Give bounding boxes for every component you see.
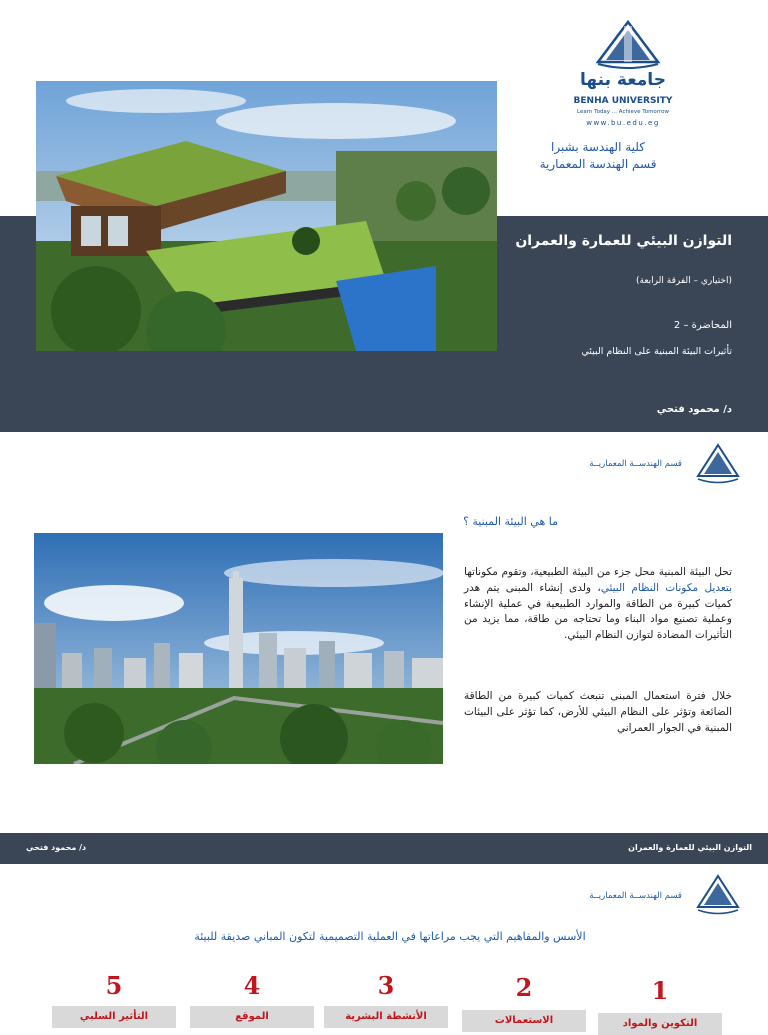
department-name: قسم الهندسة المعمارية — [539, 157, 657, 171]
principle-number: 4 — [243, 971, 261, 1000]
principle-item-3 — [324, 971, 448, 1028]
principle-number: 5 — [105, 971, 123, 1000]
paragraph-1-highlight: بتعديل مكونات النظام البيئي — [600, 581, 732, 594]
author-name: د/ محمود فتحي — [656, 404, 732, 415]
slide3-department-header: قسم الهندســة المعماريــة — [589, 891, 682, 901]
course-title: التوازن البيئي للعمارة والعمران — [515, 233, 732, 249]
department-logo — [692, 442, 744, 486]
principle-item-1 — [598, 976, 722, 1035]
slide2-department-header: قسم الهندســة المعماريــة — [589, 459, 682, 469]
course-subtitle: (اختياري – الفرقة الرابعة) — [635, 276, 732, 286]
principle-label: التأثير السلبي — [52, 1006, 176, 1028]
faculty-name: كلية الهندسة بشبرا — [551, 140, 645, 154]
principle-label: الأنشطة البشرية — [324, 1006, 448, 1028]
principle-item-2 — [462, 973, 586, 1032]
built-environment-paragraph-2: خلال فترة استعمال المبنى تنبعث كميات كبيرة من الطاقة الضائعة وتؤثر على النظام البيئي للأرض، كما تؤثر على البيئات المبنية في الجوار العمراني — [464, 690, 732, 734]
principles-title: الأسس والمفاهيم التي يجب مراعاتها في العملية التصميمية لتكون المباني صديقة للبيئة — [194, 930, 586, 943]
footer-author: د/ محمود فتحي — [26, 843, 87, 852]
principle-label: الاستعمالات — [462, 1010, 586, 1032]
lecture-number: المحاضرة – 2 — [673, 320, 732, 331]
university-name-arabic: جامعة بنها — [580, 70, 666, 90]
footer-course-title: التوازن البيئي للعمارة والعمران — [628, 843, 752, 852]
principle-number: 3 — [377, 971, 395, 1000]
department-logo-2 — [692, 873, 744, 917]
built-environment-paragraph-1 — [464, 565, 732, 644]
city-skyline-photo — [34, 533, 443, 764]
paragraph-1-part-a: تحل البيئة المبنية محل جزء من البيئة الطبيعية، وتقوم مكوناتها — [464, 566, 732, 578]
green-roof-house-photo — [36, 81, 497, 351]
principle-number: 1 — [651, 976, 669, 1005]
principle-item-4 — [190, 971, 314, 1028]
university-tagline: Learn Today ... Achieve Tomorrow — [577, 109, 669, 115]
lecture-topic: تأثيرات البيئة المبنية على النظام البيئي — [581, 346, 732, 357]
paragraph-1-part-b: ، ولدى إنشاء المبنى يتم هدر كميات كبيرة من الطاقة والموارد الطبيعية في عملية الإنشاء وعملية تصنيع مواد البناء وما تحتاجه من طاقة، مما يزيد من التأثيرات المضادة لتوازن النظام البيئي. — [464, 581, 732, 642]
university-name-english: BENHA UNIVERSITY — [573, 96, 673, 106]
principle-item-5 — [52, 971, 176, 1028]
principle-label: الموقع — [190, 1006, 314, 1028]
principle-number: 2 — [515, 973, 533, 1002]
university-website: www.bu.edu.eg — [586, 119, 660, 127]
section-question: ما هي البيئة المبنية ؟ — [463, 515, 558, 528]
principle-label: التكوين والمواد — [598, 1013, 722, 1035]
